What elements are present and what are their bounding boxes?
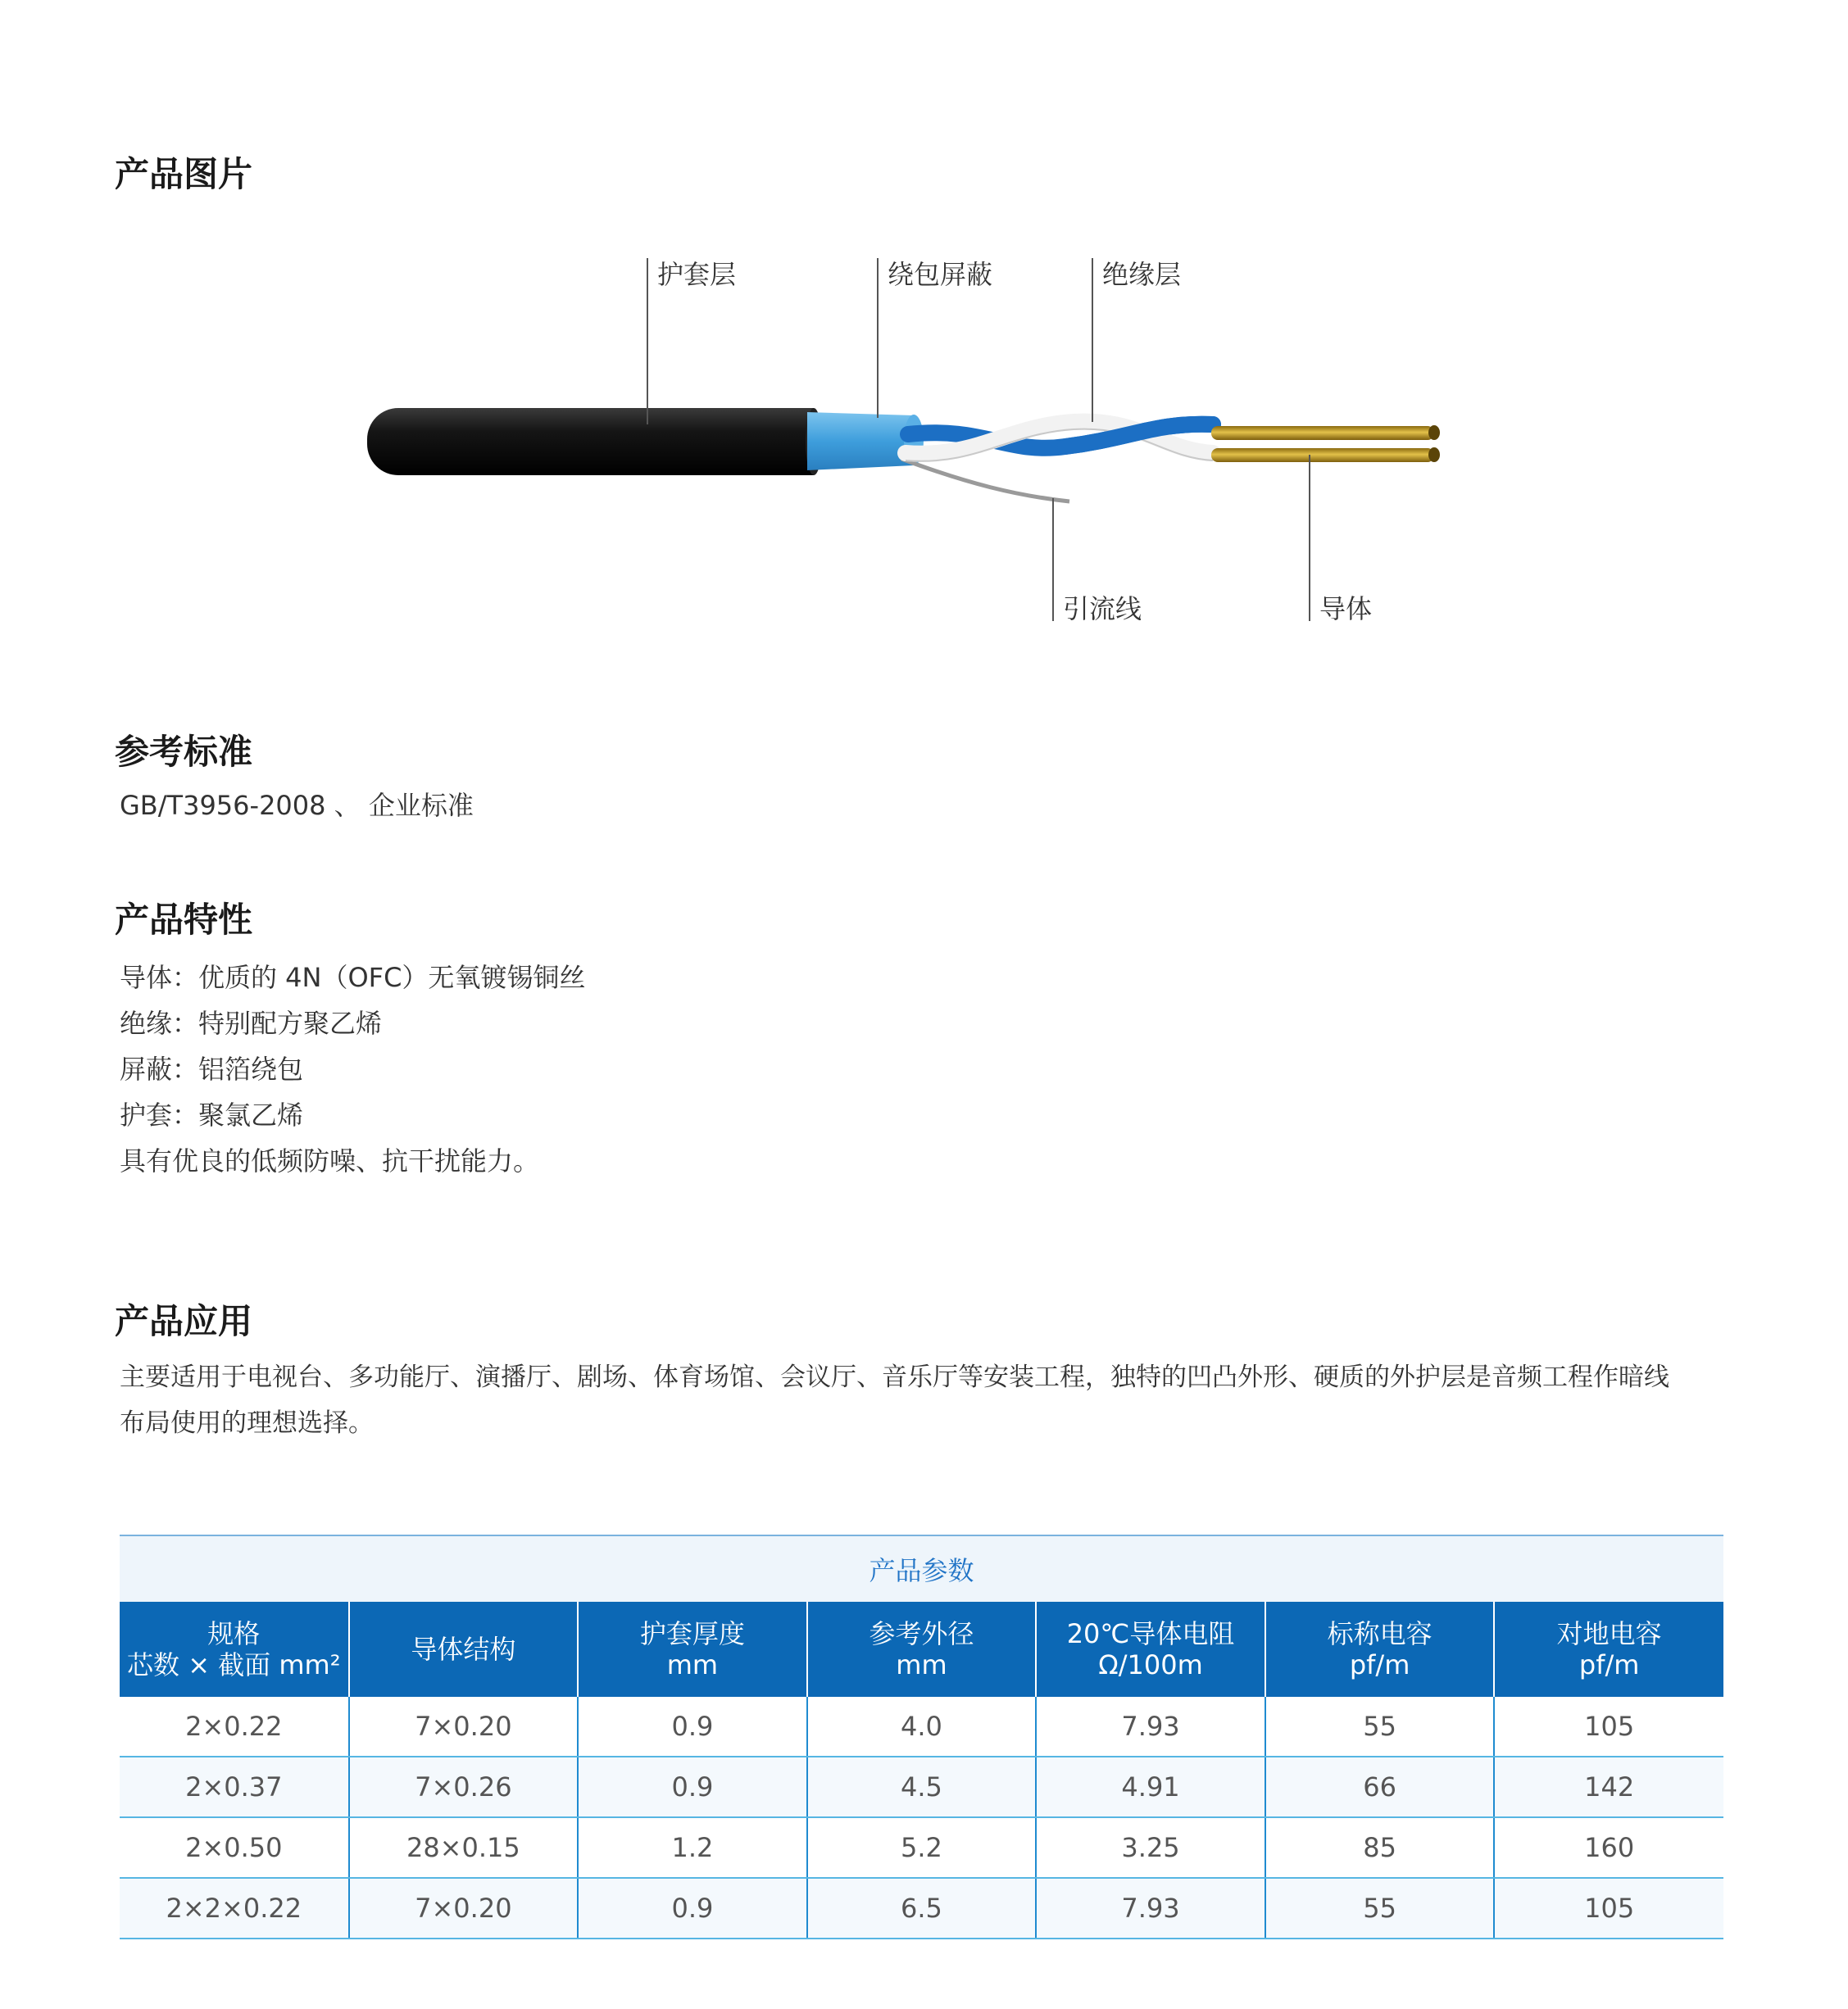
header-resistance	[1036, 1602, 1265, 1697]
cell-resistance: 7.93	[1036, 1878, 1265, 1939]
cell-nominal-capacitance: 55	[1265, 1878, 1495, 1939]
cell-ground-capacitance: 105	[1494, 1878, 1723, 1939]
header-conductor-structure	[349, 1602, 579, 1697]
application-line-2: 布局使用的理想选择。	[120, 1408, 374, 1438]
header-outer-diameter-line2: mm	[896, 1649, 947, 1680]
cell-outer-diameter: 5.2	[807, 1817, 1037, 1878]
header-spec	[120, 1602, 349, 1697]
cell-outer-diameter: 6.5	[807, 1878, 1037, 1939]
table-row	[120, 1878, 1723, 1939]
header-resistance-line1: 20℃导体电阻	[1066, 1618, 1235, 1649]
header-sheath-thickness-line2: mm	[666, 1649, 719, 1680]
header-ground-capacitance-line1: 对地电容	[1556, 1618, 1662, 1649]
cell-spec: 2×2×0.22	[120, 1878, 349, 1939]
cell-nominal-capacitance: 85	[1265, 1817, 1495, 1878]
label-sheath: 护套层	[657, 259, 737, 290]
cell-sheath-thickness: 0.9	[578, 1878, 807, 1939]
label-shield: 绕包屏蔽	[888, 259, 993, 290]
header-ground-capacitance-line2: pf/m	[1578, 1649, 1640, 1680]
cell-ground-capacitance: 160	[1494, 1817, 1723, 1878]
cell-resistance: 7.93	[1036, 1697, 1265, 1757]
header-sheath-thickness	[578, 1602, 807, 1697]
header-spec-line2: 芯数 × 截面 mm²	[127, 1649, 341, 1680]
application-title: 产品应用	[115, 1301, 253, 1341]
table-row	[120, 1697, 1723, 1757]
cell-nominal-capacitance: 66	[1265, 1757, 1495, 1817]
cable-illustration	[0, 0, 1848, 655]
cable-diagram	[0, 0, 1848, 655]
drain-wire	[901, 459, 1069, 501]
feature-sheath: 护套：聚氯乙烯	[120, 1100, 304, 1131]
header-conductor-structure-line1: 导体结构	[411, 1634, 516, 1665]
header-outer-diameter	[807, 1602, 1037, 1697]
header-nominal-capacitance-line2: pf/m	[1349, 1649, 1410, 1680]
cell-conductor-structure: 7×0.26	[349, 1757, 579, 1817]
table-row	[120, 1817, 1723, 1878]
table-caption-row	[120, 1535, 1723, 1602]
cell-resistance: 4.91	[1036, 1757, 1265, 1817]
label-drain-wire: 引流线	[1063, 593, 1142, 624]
product-image-title: 产品图片	[115, 154, 253, 194]
reference-standard-text: GB/T3956-2008 、 企业标准	[120, 790, 474, 821]
feature-conductor: 导体：优质的 4N（OFC）无氧镀锡铜丝	[120, 962, 586, 993]
header-spec-line1: 规格	[207, 1618, 261, 1649]
cell-outer-diameter: 4.5	[807, 1757, 1037, 1817]
reference-standard-title: 参考标准	[115, 732, 253, 772]
header-resistance-line2: Ω/100m	[1098, 1649, 1203, 1680]
cell-spec: 2×0.50	[120, 1817, 349, 1878]
header-nominal-capacitance-line1: 标称电容	[1327, 1618, 1433, 1649]
cell-outer-diameter: 4.0	[807, 1697, 1037, 1757]
feature-shield: 屏蔽：铝箔绕包	[120, 1054, 304, 1085]
header-outer-diameter-line1: 参考外径	[869, 1618, 974, 1649]
application-line-1: 主要适用于电视台、多功能厅、演播厅、剧场、体育场馆、会议厅、音乐厅等安装工程，独特的凹凸外形、硬质的外护层是音频工程作暗线	[120, 1363, 1669, 1392]
table-row	[120, 1757, 1723, 1817]
cell-resistance: 3.25	[1036, 1817, 1265, 1878]
cell-ground-capacitance: 142	[1494, 1757, 1723, 1817]
header-nominal-capacitance	[1265, 1602, 1495, 1697]
cell-conductor-structure: 28×0.15	[349, 1817, 579, 1878]
cell-sheath-thickness: 0.9	[578, 1697, 807, 1757]
feature-summary: 具有优良的低频防噪、抗干扰能力。	[120, 1145, 540, 1177]
sheath-layer	[367, 408, 822, 475]
header-ground-capacitance	[1494, 1602, 1723, 1697]
cell-sheath-thickness: 1.2	[578, 1817, 807, 1878]
cell-conductor-structure: 7×0.20	[349, 1878, 579, 1939]
header-sheath-thickness-line1: 护套厚度	[639, 1618, 745, 1649]
label-conductor: 导体	[1319, 593, 1373, 624]
cell-conductor-structure: 7×0.20	[349, 1697, 579, 1757]
cell-spec: 2×0.22	[120, 1697, 349, 1757]
feature-insulation: 绝缘：特别配方聚乙烯	[120, 1008, 383, 1039]
cell-sheath-thickness: 0.9	[578, 1757, 807, 1817]
parameters-table	[120, 1535, 1723, 1939]
table-header-row	[120, 1602, 1723, 1697]
conductors	[1211, 425, 1440, 462]
cell-spec: 2×0.37	[120, 1757, 349, 1817]
cell-ground-capacitance: 105	[1494, 1697, 1723, 1757]
features-title: 产品特性	[115, 900, 253, 940]
cell-nominal-capacitance: 55	[1265, 1697, 1495, 1757]
twisted-pair	[906, 422, 1213, 461]
label-insulation: 绝缘层	[1102, 259, 1182, 290]
table-caption: 产品参数	[120, 1535, 1723, 1602]
